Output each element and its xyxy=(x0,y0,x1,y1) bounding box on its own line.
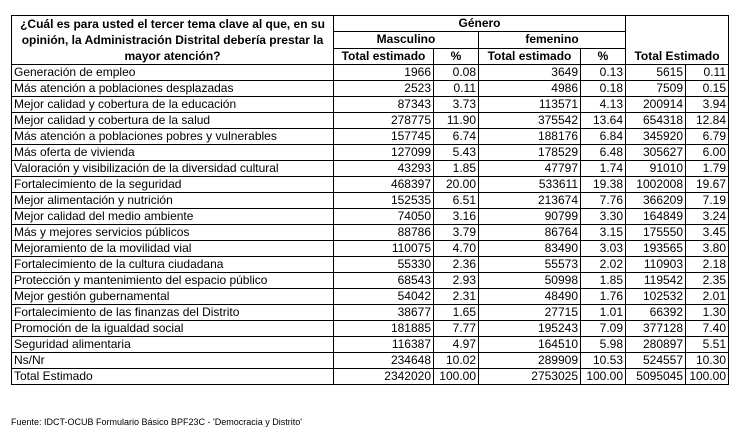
table-row xyxy=(12,289,729,305)
male-header: Masculino xyxy=(334,32,479,48)
male-total-cell: 38677 xyxy=(334,305,434,321)
female-total-header: Total estimado xyxy=(479,48,581,64)
female-total-cell: 164510 xyxy=(479,337,581,353)
overall-total-cell: 654318 xyxy=(626,113,686,129)
overall-total-cell: 193565 xyxy=(626,241,686,257)
male-pct-cell: 3.16 xyxy=(434,209,479,225)
table-row xyxy=(12,353,729,369)
male-total-cell: 181885 xyxy=(334,321,434,337)
overall-pct-cell: 7.40 xyxy=(686,321,729,337)
male-pct-cell: 20.00 xyxy=(434,177,479,193)
female-pct-cell: 6.48 xyxy=(581,145,626,161)
male-total-cell: 2342020 xyxy=(334,369,434,385)
male-pct-cell: 2.93 xyxy=(434,273,479,289)
table-row xyxy=(12,241,729,257)
row-label-cell: Ns/Nr xyxy=(12,353,334,369)
total-estimado-header: Total Estimado xyxy=(626,48,729,64)
overall-pct-cell: 1.30 xyxy=(686,305,729,321)
female-total-cell: 375542 xyxy=(479,113,581,129)
female-pct-cell: 13.64 xyxy=(581,113,626,129)
row-label-cell: Mejoramiento de la movilidad vial xyxy=(12,241,334,257)
female-pct-cell: 6.84 xyxy=(581,129,626,145)
overall-total-cell: 345920 xyxy=(626,129,686,145)
female-total-cell: 213674 xyxy=(479,193,581,209)
male-total-cell: 116387 xyxy=(334,337,434,353)
table-row xyxy=(12,161,729,177)
overall-pct-cell: 100.00 xyxy=(686,369,729,385)
female-total-cell: 83490 xyxy=(479,241,581,257)
overall-total-cell: 200914 xyxy=(626,97,686,113)
female-total-cell: 55573 xyxy=(479,257,581,273)
gender-group-header: Género xyxy=(334,16,626,32)
row-label-cell: Mejor gestión gubernamental xyxy=(12,289,334,305)
overall-pct-cell: 19.67 xyxy=(686,177,729,193)
male-pct-cell: 100.00 xyxy=(434,369,479,385)
female-pct-cell: 1.85 xyxy=(581,273,626,289)
male-total-cell: 110075 xyxy=(334,241,434,257)
row-label-cell: Promoción de la igualdad social xyxy=(12,321,334,337)
female-total-cell: 47797 xyxy=(479,161,581,177)
male-total-cell: 88786 xyxy=(334,225,434,241)
female-pct-cell: 1.74 xyxy=(581,161,626,177)
male-pct-cell: 11.90 xyxy=(434,113,479,129)
female-pct-cell: 7.09 xyxy=(581,321,626,337)
table-row xyxy=(12,193,729,209)
male-pct-cell: 7.77 xyxy=(434,321,479,337)
overall-pct-cell: 12.84 xyxy=(686,113,729,129)
overall-pct-cell: 3.24 xyxy=(686,209,729,225)
overall-pct-cell: 2.18 xyxy=(686,257,729,273)
overall-total-cell: 5095045 xyxy=(626,369,686,385)
overall-total-cell: 305627 xyxy=(626,145,686,161)
row-label-cell: Más y mejores servicios públicos xyxy=(12,225,334,241)
row-label-cell: Más oferta de vivienda xyxy=(12,145,334,161)
female-total-cell: 48490 xyxy=(479,289,581,305)
overall-total-cell: 377128 xyxy=(626,321,686,337)
male-total-cell: 74050 xyxy=(334,209,434,225)
female-pct-cell: 10.53 xyxy=(581,353,626,369)
row-label-cell: Mejor calidad y cobertura de la salud xyxy=(12,113,334,129)
overall-pct-cell: 0.11 xyxy=(686,65,729,81)
overall-pct-cell: 3.45 xyxy=(686,225,729,241)
row-label-cell: Protección y mantenimiento del espacio público xyxy=(12,273,334,289)
male-total-cell: 127099 xyxy=(334,145,434,161)
male-pct-cell: 6.51 xyxy=(434,193,479,209)
female-pct-cell: 1.01 xyxy=(581,305,626,321)
overall-total-cell: 524557 xyxy=(626,353,686,369)
female-total-cell: 533611 xyxy=(479,177,581,193)
table-row xyxy=(12,305,729,321)
source-note: Fuente: IDCT-OCUB Formulario Básico BPF23C - 'Democracia y Distrito' xyxy=(11,417,303,427)
female-pct-cell: 2.02 xyxy=(581,257,626,273)
male-pct-cell: 4.70 xyxy=(434,241,479,257)
overall-total-cell: 1002008 xyxy=(626,177,686,193)
total-header-spacer xyxy=(626,16,729,32)
row-label-cell: Seguridad alimentaria xyxy=(12,337,334,353)
female-pct-cell: 19.38 xyxy=(581,177,626,193)
table-row xyxy=(12,225,729,241)
table-row xyxy=(12,129,729,145)
male-total-cell: 157745 xyxy=(334,129,434,145)
male-total-cell: 468397 xyxy=(334,177,434,193)
row-label-cell: Fortalecimiento de la cultura ciudadana xyxy=(12,257,334,273)
male-total-cell: 234648 xyxy=(334,353,434,369)
male-pct-cell: 0.11 xyxy=(434,81,479,97)
overall-total-cell: 175550 xyxy=(626,225,686,241)
overall-total-cell: 366209 xyxy=(626,193,686,209)
female-total-cell: 178529 xyxy=(479,145,581,161)
table-row xyxy=(12,273,729,289)
overall-total-cell: 66392 xyxy=(626,305,686,321)
male-pct-cell: 0.08 xyxy=(434,65,479,81)
row-label-cell: Total Estimado xyxy=(12,369,334,385)
table-row xyxy=(12,177,729,193)
female-pct-cell: 5.98 xyxy=(581,337,626,353)
male-total-cell: 2523 xyxy=(334,81,434,97)
female-pct-cell: 3.03 xyxy=(581,241,626,257)
overall-total-cell: 164849 xyxy=(626,209,686,225)
table-row xyxy=(12,81,729,97)
female-total-cell: 50998 xyxy=(479,273,581,289)
row-label-cell: Mejor calidad y cobertura de la educación xyxy=(12,97,334,113)
male-total-header: Total estimado xyxy=(334,48,434,64)
male-pct-cell: 1.65 xyxy=(434,305,479,321)
female-total-cell: 3649 xyxy=(479,65,581,81)
overall-pct-cell: 5.51 xyxy=(686,337,729,353)
row-label-cell: Fortalecimiento de la seguridad xyxy=(12,177,334,193)
total-row xyxy=(12,369,729,385)
female-pct-header: % xyxy=(581,48,626,64)
male-pct-cell: 4.97 xyxy=(434,337,479,353)
female-total-cell: 113571 xyxy=(479,97,581,113)
overall-pct-cell: 0.15 xyxy=(686,81,729,97)
overall-total-cell: 7509 xyxy=(626,81,686,97)
overall-pct-cell: 7.19 xyxy=(686,193,729,209)
row-label-cell: Más atención a poblaciones desplazadas xyxy=(12,81,334,97)
male-total-cell: 55330 xyxy=(334,257,434,273)
male-total-cell: 87343 xyxy=(334,97,434,113)
overall-pct-cell: 3.94 xyxy=(686,97,729,113)
male-total-cell: 43293 xyxy=(334,161,434,177)
table-row xyxy=(12,97,729,113)
overall-pct-cell: 10.30 xyxy=(686,353,729,369)
female-header: femenino xyxy=(479,32,626,48)
male-pct-cell: 10.02 xyxy=(434,353,479,369)
table-row xyxy=(12,209,729,225)
table-row xyxy=(12,65,729,81)
overall-pct-cell: 3.80 xyxy=(686,241,729,257)
male-pct-cell: 6.74 xyxy=(434,129,479,145)
female-total-cell: 27715 xyxy=(479,305,581,321)
total-header-spacer-2 xyxy=(626,32,729,48)
male-pct-cell: 1.85 xyxy=(434,161,479,177)
table-row xyxy=(12,113,729,129)
male-pct-cell: 2.36 xyxy=(434,257,479,273)
table-body xyxy=(12,65,729,385)
male-pct-cell: 3.73 xyxy=(434,97,479,113)
row-label-cell: Más atención a poblaciones pobres y vulnerables xyxy=(12,129,334,145)
overall-total-cell: 280897 xyxy=(626,337,686,353)
female-total-cell: 86764 xyxy=(479,225,581,241)
male-total-cell: 1966 xyxy=(334,65,434,81)
overall-pct-cell: 6.00 xyxy=(686,145,729,161)
female-pct-cell: 7.76 xyxy=(581,193,626,209)
overall-total-cell: 5615 xyxy=(626,65,686,81)
female-total-cell: 188176 xyxy=(479,129,581,145)
overall-pct-cell: 2.01 xyxy=(686,289,729,305)
female-pct-cell: 0.13 xyxy=(581,65,626,81)
table-row xyxy=(12,257,729,273)
overall-total-cell: 119542 xyxy=(626,273,686,289)
female-total-cell: 289909 xyxy=(479,353,581,369)
overall-total-cell: 102532 xyxy=(626,289,686,305)
male-pct-cell: 2.31 xyxy=(434,289,479,305)
male-total-cell: 68543 xyxy=(334,273,434,289)
female-pct-cell: 4.13 xyxy=(581,97,626,113)
overall-total-cell: 110903 xyxy=(626,257,686,273)
table-row xyxy=(12,321,729,337)
overall-pct-cell: 2.35 xyxy=(686,273,729,289)
table-row xyxy=(12,337,729,353)
row-label-cell: Valoración y visibilización de la diversidad cultural xyxy=(12,161,334,177)
male-total-cell: 278775 xyxy=(334,113,434,129)
female-total-cell: 195243 xyxy=(479,321,581,337)
female-total-cell: 4986 xyxy=(479,81,581,97)
table-row xyxy=(12,145,729,161)
overall-pct-cell: 6.79 xyxy=(686,129,729,145)
female-pct-cell: 1.76 xyxy=(581,289,626,305)
female-total-cell: 90799 xyxy=(479,209,581,225)
question-header: ¿Cuál es para usted el tercer tema clave al que, en su opinión, la Administración Distrital debería prestar la mayor atención? xyxy=(12,16,334,65)
row-label-cell: Mejor alimentación y nutrición xyxy=(12,193,334,209)
female-pct-cell: 3.30 xyxy=(581,209,626,225)
male-pct-cell: 5.43 xyxy=(434,145,479,161)
female-total-cell: 2753025 xyxy=(479,369,581,385)
overall-total-cell: 91010 xyxy=(626,161,686,177)
overall-pct-cell: 1.79 xyxy=(686,161,729,177)
male-total-cell: 54042 xyxy=(334,289,434,305)
male-total-cell: 152535 xyxy=(334,193,434,209)
results-table xyxy=(11,15,729,385)
row-label-cell: Fortalecimiento de las finanzas del Distrito xyxy=(12,305,334,321)
male-pct-header: % xyxy=(434,48,479,64)
row-label-cell: Mejor calidad del medio ambiente xyxy=(12,209,334,225)
female-pct-cell: 3.15 xyxy=(581,225,626,241)
female-pct-cell: 0.18 xyxy=(581,81,626,97)
female-pct-cell: 100.00 xyxy=(581,369,626,385)
male-pct-cell: 3.79 xyxy=(434,225,479,241)
row-label-cell: Generación de empleo xyxy=(12,65,334,81)
